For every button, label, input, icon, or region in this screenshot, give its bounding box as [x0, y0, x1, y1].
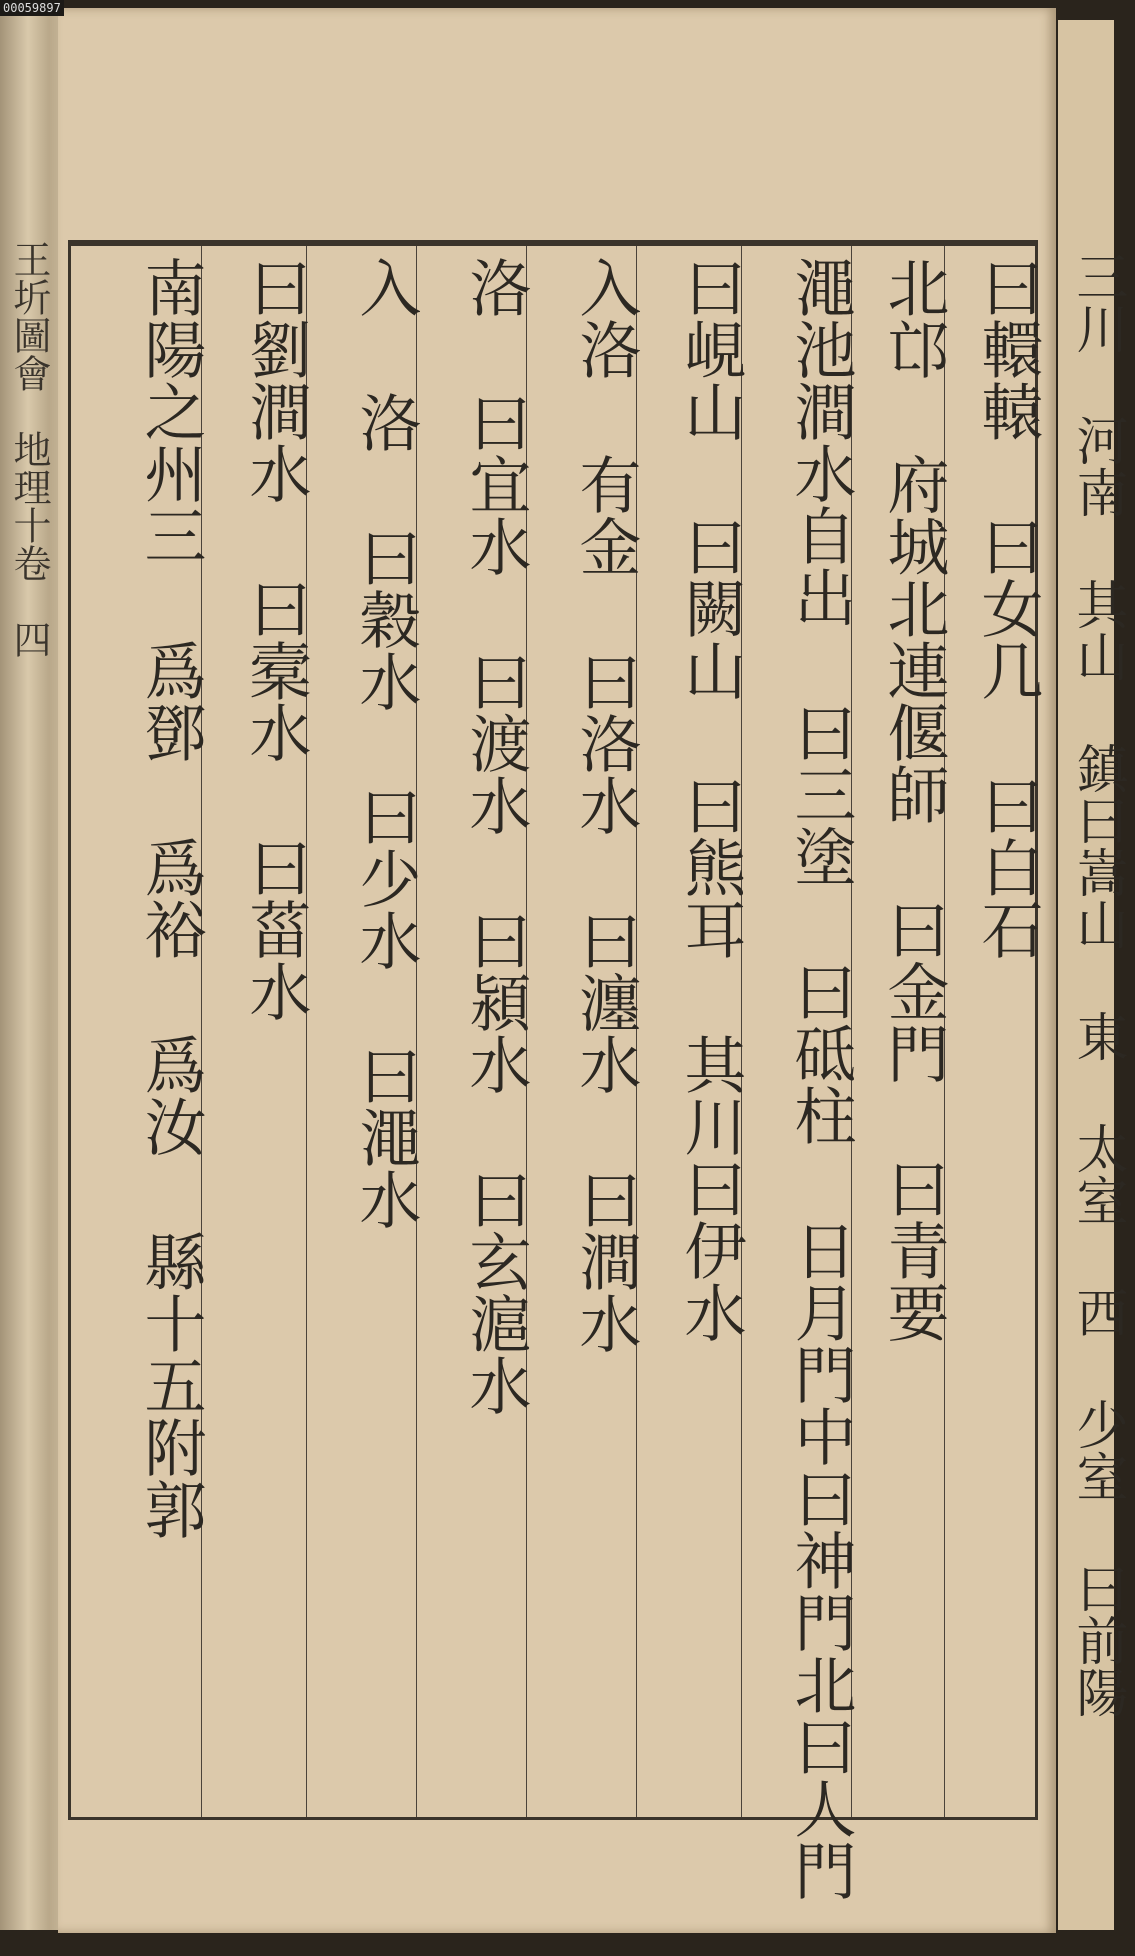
scan-id-label: 00059897	[0, 0, 64, 16]
text-column-5	[526, 246, 642, 1817]
facing-page	[1058, 20, 1127, 1930]
column-text: 南陽之州三 爲鄧 爲裕 爲汝 縣十五附郭	[134, 256, 207, 1540]
column-text: 曰峴山 曰闕山 曰熊耳 其川曰伊水	[674, 256, 747, 1343]
column-text: 曰轘轅 曰女几 曰白石	[971, 256, 1044, 960]
left-margin-text: 王圻圖會 地理十卷 四	[7, 240, 51, 658]
column-text: 北邙 府城北連偃師 曰金門 曰青要	[877, 256, 950, 1343]
text-column-3	[741, 246, 857, 1901]
column-text: 洛 曰宜水 曰渡水 曰潁水 曰玄滬水	[459, 256, 532, 1416]
column-text: 入洛 有金 曰洛水 曰瀍水 曰澗水	[569, 256, 642, 1354]
text-column-4	[636, 246, 747, 1817]
column-text: 入 洛 曰穀水 曰少水 曰澠水	[349, 256, 422, 1230]
facing-page-text: 三川 河南 其山 鎮曰嵩山 東 太室 西 少室 曰前陽	[1067, 250, 1127, 1718]
text-column-7	[306, 246, 422, 1817]
text-column-2	[851, 246, 950, 1817]
column-text: 澠池澗水自出 曰三塗 曰砥柱 日月門中曰神門北曰人門	[784, 256, 857, 1901]
column-text: 曰劉澗水 曰槖水 曰菑水	[239, 256, 312, 1022]
text-frame	[68, 240, 1044, 1901]
text-column-6	[416, 246, 532, 1817]
text-column-1	[944, 246, 1044, 1817]
text-column-8	[201, 246, 312, 1817]
text-column-9	[71, 246, 207, 1817]
